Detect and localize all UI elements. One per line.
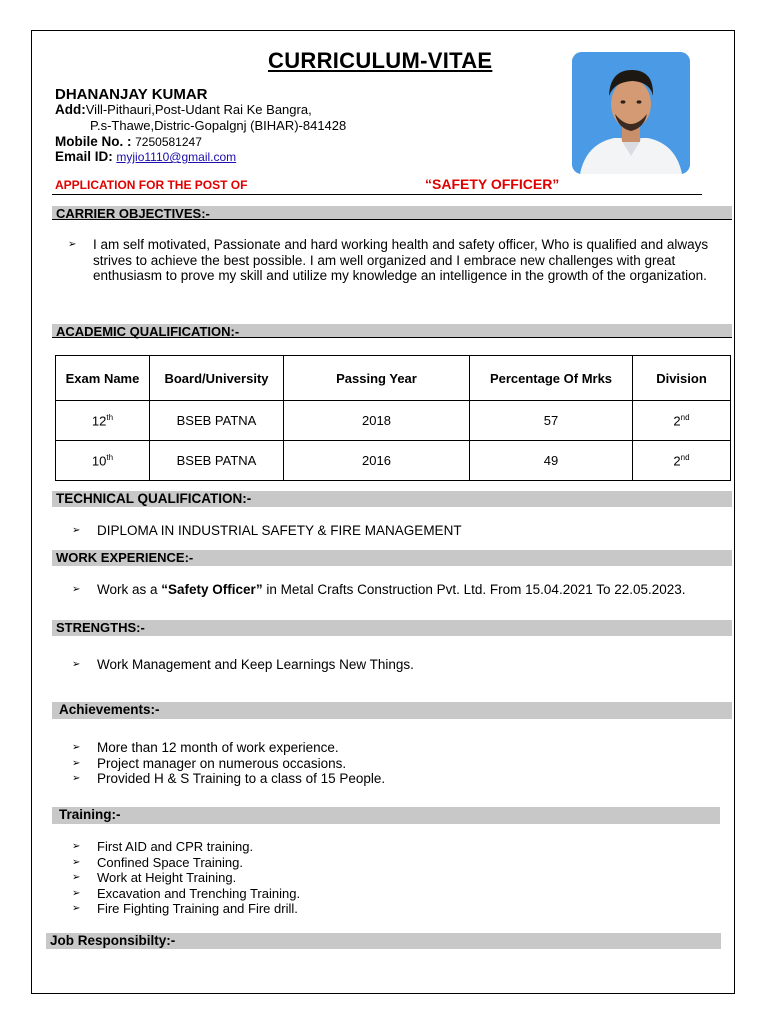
academic-table <box>55 355 731 481</box>
address <box>55 102 346 134</box>
bullet-icon: ➢ <box>72 903 81 914</box>
cell-percentage: 49 <box>470 441 633 481</box>
candidate-name: DHANANJAY KUMAR <box>55 86 208 103</box>
list-item: ➢ Excavation and Trenching Training. <box>72 885 301 901</box>
list-item: ➢ Project manager on numerous occasions. <box>72 755 347 771</box>
mobile <box>55 134 202 150</box>
bullet-icon: ➢ <box>72 584 81 595</box>
bullet-icon: ➢ <box>72 742 81 753</box>
bullet-icon: ➢ <box>72 841 81 852</box>
bullet-icon: ➢ <box>72 659 81 670</box>
strengths-heading: STRENGTHS:- <box>52 620 732 636</box>
objectives-heading: CARRIER OBJECTIVES:- <box>52 206 732 220</box>
work-item <box>72 582 686 598</box>
training-heading: Training:- <box>52 807 720 824</box>
table-header-row <box>56 356 731 401</box>
table-row <box>56 441 731 481</box>
cell-year: 2018 <box>284 401 470 441</box>
col-percentage: Percentage Of Mrks <box>470 356 633 401</box>
cell-board: BSEB PATNA <box>150 441 284 481</box>
achievements-list <box>72 740 386 787</box>
col-division: Division <box>633 356 731 401</box>
academic-heading: ACADEMIC QUALIFICATION:- <box>52 324 732 338</box>
training-list <box>72 839 301 917</box>
col-board: Board/University <box>150 356 284 401</box>
list-item: ➢ Provided H & S Training to a class of 15 People. <box>72 771 386 786</box>
cell-percentage: 57 <box>470 401 633 441</box>
strengths-text: Work Management and Keep Learnings New Things. <box>97 657 414 672</box>
col-exam: Exam Name <box>56 356 150 401</box>
cell-division: 2nd <box>633 401 731 441</box>
bullet-icon: ➢ <box>72 773 81 784</box>
achievements-heading: Achievements:- <box>52 702 732 719</box>
cell-exam: 10th <box>56 441 150 481</box>
job-heading: Job Responsibilty:- <box>46 933 721 949</box>
list-item: ➢ Work at Height Training. <box>72 870 237 885</box>
cell-division: 2nd <box>633 441 731 481</box>
list-item: ➢ First AID and CPR training. <box>72 839 254 854</box>
work-role: “Safety Officer” <box>161 582 263 597</box>
application-post: “SAFETY OFFICER” <box>425 176 560 192</box>
cell-year: 2016 <box>284 441 470 481</box>
work-suffix: in Metal Crafts Construction Pvt. Ltd. From 15.04.2021 To 22.05.2023. <box>262 582 686 597</box>
list-item: ➢ Fire Fighting Training and Fire drill. <box>72 901 298 916</box>
list-item: ➢ Confined Space Training. <box>72 854 243 870</box>
header-divider <box>52 194 702 195</box>
bullet-icon: ➢ <box>68 239 77 250</box>
technical-text: DIPLOMA IN INDUSTRIAL SAFETY & FIRE MANAGEMENT <box>97 523 462 538</box>
page-title: CURRICULUM-VITAE <box>268 48 493 73</box>
work-heading: WORK EXPERIENCE:- <box>52 550 732 566</box>
bullet-icon: ➢ <box>72 872 81 883</box>
email-link[interactable]: myjio1110@gmail.com <box>116 150 237 164</box>
bullet-icon: ➢ <box>72 757 81 769</box>
address-line1: Vill-Pithauri,Post-Udant Rai Ke Bangra, <box>85 102 312 117</box>
address-label: Add: <box>55 102 86 117</box>
mobile-label: Mobile No. : <box>55 134 132 149</box>
strengths-item <box>72 657 414 673</box>
table-row <box>56 401 731 441</box>
bullet-icon: ➢ <box>72 887 81 899</box>
work-prefix: Work as a <box>97 582 162 597</box>
email <box>55 149 236 165</box>
technical-heading: TECHNICAL QUALIFICATION:- <box>52 491 732 507</box>
bullet-icon: ➢ <box>72 525 81 536</box>
col-year: Passing Year <box>284 356 470 401</box>
cell-exam: 12th <box>56 401 150 441</box>
mobile-value: 7250581247 <box>135 135 202 149</box>
address-line2: P.s-Thawe,Distric-Gopalgnj (BIHAR)-841428 <box>90 118 347 133</box>
cell-board: BSEB PATNA <box>150 401 284 441</box>
objectives-text: I am self motivated, Passionate and hard working health and safety officer, Who is qualified and always strives to achieve the best possible. I am well organized and I embrace new challenges with great enthusiasm to prove my skill and utilize my knowledge an intelligence in the growth of the organization. <box>93 237 709 283</box>
technical-item <box>72 523 462 539</box>
bullet-icon: ➢ <box>72 856 81 868</box>
application-label: APPLICATION FOR THE POST OF <box>55 178 248 192</box>
email-label: Email ID: <box>55 149 113 164</box>
profile-photo <box>572 52 690 174</box>
list-item: ➢ More than 12 month of work experience. <box>72 740 339 755</box>
objectives-item <box>68 237 723 284</box>
